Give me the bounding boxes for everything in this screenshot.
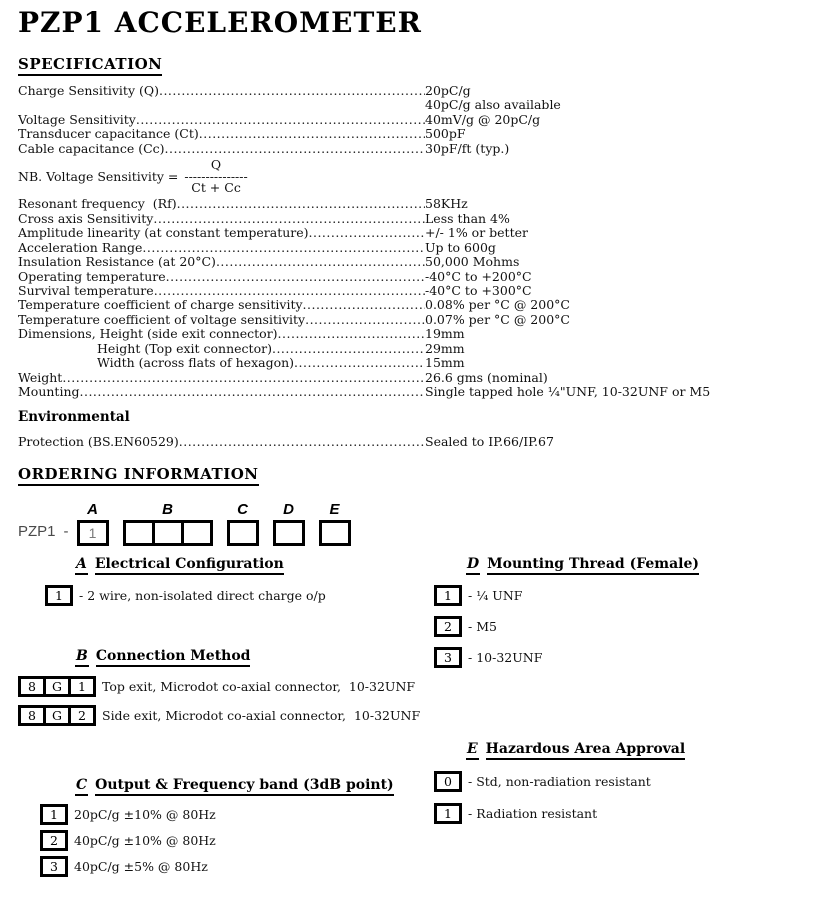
spec-row-acceleration-range	[18, 241, 790, 255]
option-code-cell: G	[43, 676, 71, 697]
spec-label: Temperature coefficient of charge sensitivity	[18, 298, 303, 313]
slot-label-e: E	[329, 501, 340, 518]
spec-value: Single tapped hole ¼"UNF, 10-32UNF or M5	[425, 384, 711, 400]
formula-numerator: Q	[210, 156, 222, 172]
spec-row-temp-coeff-charge	[18, 298, 790, 312]
dot-leader	[179, 435, 425, 449]
order-slot-b	[123, 501, 213, 546]
spec-row-protection	[18, 435, 790, 449]
slot-label-a: A	[87, 501, 98, 518]
option-row	[40, 830, 394, 851]
spec-value: 29mm	[425, 340, 465, 356]
ordering-information-heading: ORDERING INFORMATION	[18, 465, 259, 486]
slot-b-cell	[123, 520, 155, 546]
spec-row-resonant-frequency	[18, 197, 790, 211]
option-description: 20pC/g ±10% @ 80Hz	[74, 807, 216, 822]
section-b-heading: B Connection Method	[75, 648, 420, 667]
model-prefix: PZP1	[18, 523, 56, 540]
spec-row-weight	[18, 371, 790, 385]
spec-row-amplitude-linearity	[18, 226, 790, 240]
spec-label: Cable capacitance (Cc)	[18, 141, 165, 156]
spec-value: 0.08% per °C @ 200°C	[425, 297, 570, 313]
dot-leader	[278, 327, 425, 341]
spec-label: Weight	[18, 370, 63, 385]
slot-label-b: B	[162, 501, 173, 518]
section-hazardous-area-approval	[434, 741, 685, 824]
page-title: PZP1 ACCELEROMETER	[18, 6, 422, 39]
option-code-cell: 1	[40, 804, 68, 825]
slot-e-cell	[319, 520, 351, 546]
option-description: - Std, non-radiation resistant	[468, 774, 651, 789]
formula-label: NB. Voltage Sensitivity =	[18, 168, 179, 184]
spec-value: 500pF	[425, 126, 466, 142]
section-connection-method	[18, 648, 420, 726]
option-row	[18, 705, 420, 726]
option-row	[40, 804, 394, 825]
spec-row-cross-axis-sensitivity	[18, 212, 790, 226]
spec-value: +/- 1% or better	[425, 225, 528, 241]
spec-value: 30pF/ft (typ.)	[425, 140, 510, 156]
option-code-cell: 2	[40, 830, 68, 851]
spec-label: Temperature coefficient of voltage sensitivity	[18, 312, 306, 327]
slot-a-cell: 1	[77, 520, 109, 546]
section-mounting-thread	[434, 556, 699, 668]
spec-row-dimensions-width	[18, 356, 790, 370]
slot-b-cell	[181, 520, 213, 546]
spec-value: 26.6 gms (nominal)	[425, 369, 548, 385]
order-slot-c	[227, 501, 259, 546]
spec-value: 15mm	[425, 355, 465, 371]
spec-row-mounting	[18, 385, 790, 399]
option-description: - M5	[468, 619, 497, 634]
section-e-heading: E Hazardous Area Approval	[466, 741, 685, 760]
dot-leader	[303, 298, 425, 312]
spec-label: Acceleration Range	[18, 240, 143, 255]
option-code-cell: 3	[40, 856, 68, 877]
spec-row-dimensions-height-side	[18, 327, 790, 341]
formula-denominator: Ct + Cc	[191, 179, 241, 195]
dot-leader	[165, 142, 425, 156]
formula-fraction	[184, 156, 248, 195]
spec-label: Width (across flats of hexagon)	[97, 356, 295, 371]
option-code-cell: 0	[434, 771, 462, 792]
order-slot-d	[273, 501, 305, 546]
spec-label: Height (Top exit connector)	[97, 341, 272, 356]
spec-row-charge-sensitivity-alt	[18, 98, 790, 112]
environmental-heading: Environmental	[18, 408, 130, 425]
option-code-cell: 1	[434, 803, 462, 824]
slot-d-cell	[273, 520, 305, 546]
formula-bar: ---------------	[184, 168, 248, 184]
spec-label: Dimensions, Height (side exit connector)	[18, 327, 278, 342]
spec-label: Mounting	[18, 385, 80, 400]
option-description: - Radiation resistant	[468, 806, 598, 821]
spec-value: 50,000 Mohms	[425, 254, 520, 270]
spec-row-insulation-resistance	[18, 255, 790, 269]
dot-leader	[154, 284, 425, 298]
model-separator: -	[63, 523, 69, 540]
option-description: 40pC/g ±5% @ 80Hz	[74, 859, 208, 874]
dot-leader	[216, 255, 425, 269]
spec-label: Protection (BS.EN60529)	[18, 434, 179, 449]
dot-leader	[142, 241, 425, 255]
spec-row-temp-coeff-voltage	[18, 313, 790, 327]
option-code-cell: 1	[45, 585, 73, 606]
spec-label: Transducer capacitance (Ct)	[18, 127, 199, 142]
dot-leader	[309, 226, 425, 240]
spec-row-dimensions-height-top	[18, 342, 790, 356]
spec-value: 0.07% per °C @ 200°C	[425, 311, 570, 327]
voltage-sensitivity-formula	[18, 158, 790, 194]
spec-row-charge-sensitivity	[18, 84, 790, 98]
dot-leader	[159, 84, 425, 98]
section-output-frequency-band	[40, 777, 394, 877]
spec-value: 20pC/g	[425, 83, 471, 98]
specification-table	[18, 84, 790, 449]
option-code-cell: G	[43, 705, 71, 726]
slot-label-c: C	[237, 501, 248, 518]
option-row	[434, 647, 699, 668]
option-description: Top exit, Microdot co-axial connector, 10-32UNF	[102, 679, 416, 694]
option-description: - 2 wire, non-isolated direct charge o/p	[79, 588, 326, 603]
dot-leader	[199, 127, 425, 141]
spec-row-voltage-sensitivity	[18, 113, 790, 127]
spec-value: Up to 600g	[425, 239, 496, 255]
option-code-cell: 2	[434, 616, 462, 637]
option-row	[45, 585, 326, 606]
specification-heading: SPECIFICATION	[18, 55, 162, 76]
spec-label: Survival temperature	[18, 283, 154, 298]
spec-value: 58KHz	[425, 196, 468, 212]
section-a-heading: A Electrical Configuration	[75, 556, 326, 575]
spec-row-survival-temperature	[18, 284, 790, 298]
dot-leader	[294, 356, 425, 370]
section-c-heading: C Output & Frequency band (3dB point)	[75, 777, 394, 796]
option-row	[434, 771, 685, 792]
option-code-cell: 2	[68, 705, 96, 726]
dot-leader	[136, 113, 425, 127]
option-code-cell: 1	[68, 676, 96, 697]
slot-label-d: D	[283, 501, 294, 518]
spec-value: 19mm	[425, 326, 465, 342]
option-code-cell: 1	[434, 585, 462, 606]
spec-row-transducer-capacitance	[18, 127, 790, 141]
spec-label: Resonant frequency (Rf)	[18, 197, 177, 212]
dot-leader	[80, 385, 426, 399]
option-description: 40pC/g ±10% @ 80Hz	[74, 833, 216, 848]
spec-value: Less than 4%	[425, 210, 510, 226]
spec-label: Voltage Sensitivity	[18, 112, 136, 127]
section-electrical-configuration	[45, 556, 326, 606]
option-code-cell: 3	[434, 647, 462, 668]
option-row	[18, 676, 420, 697]
dot-leader	[153, 212, 425, 226]
dot-leader	[177, 197, 425, 211]
spec-label: Amplitude linearity (at constant temperature)	[18, 226, 309, 241]
spec-label: Cross axis Sensitivity	[18, 211, 154, 226]
spec-row-cable-capacitance	[18, 142, 790, 156]
spec-value: -40°C to +200°C	[425, 268, 532, 284]
section-d-heading: D Mounting Thread (Female)	[466, 556, 699, 575]
option-description: - 10-32UNF	[468, 650, 543, 665]
spec-value: 40mV/g @ 20pC/g	[425, 111, 541, 127]
dot-leader	[166, 270, 425, 284]
order-slot-e	[319, 501, 351, 546]
dot-leader	[305, 313, 425, 327]
order-slot-a	[77, 501, 109, 546]
slot-c-cell	[227, 520, 259, 546]
option-row	[434, 616, 699, 637]
option-row	[434, 585, 699, 606]
spec-value: -40°C to +300°C	[425, 282, 532, 298]
slot-b-cell	[152, 520, 184, 546]
option-code-cell: 8	[18, 705, 46, 726]
spec-value: Sealed to IP.66/IP.67	[425, 433, 554, 449]
option-row	[40, 856, 394, 877]
option-description: - ¼ UNF	[468, 588, 523, 603]
order-code-builder	[18, 501, 365, 546]
dot-leader	[272, 342, 425, 356]
spec-label: Charge Sensitivity (Q)	[18, 84, 159, 98]
option-row	[434, 803, 685, 824]
dot-leader	[62, 371, 425, 385]
spec-label: Insulation Resistance (at 20°C)	[18, 255, 216, 270]
spec-value: 40pC/g also available	[425, 97, 561, 113]
spec-label: Operating temperature	[18, 269, 166, 284]
spec-row-operating-temperature	[18, 270, 790, 284]
option-code-cell: 8	[18, 676, 46, 697]
option-description: Side exit, Microdot co-axial connector, 10-32UNF	[102, 708, 421, 723]
